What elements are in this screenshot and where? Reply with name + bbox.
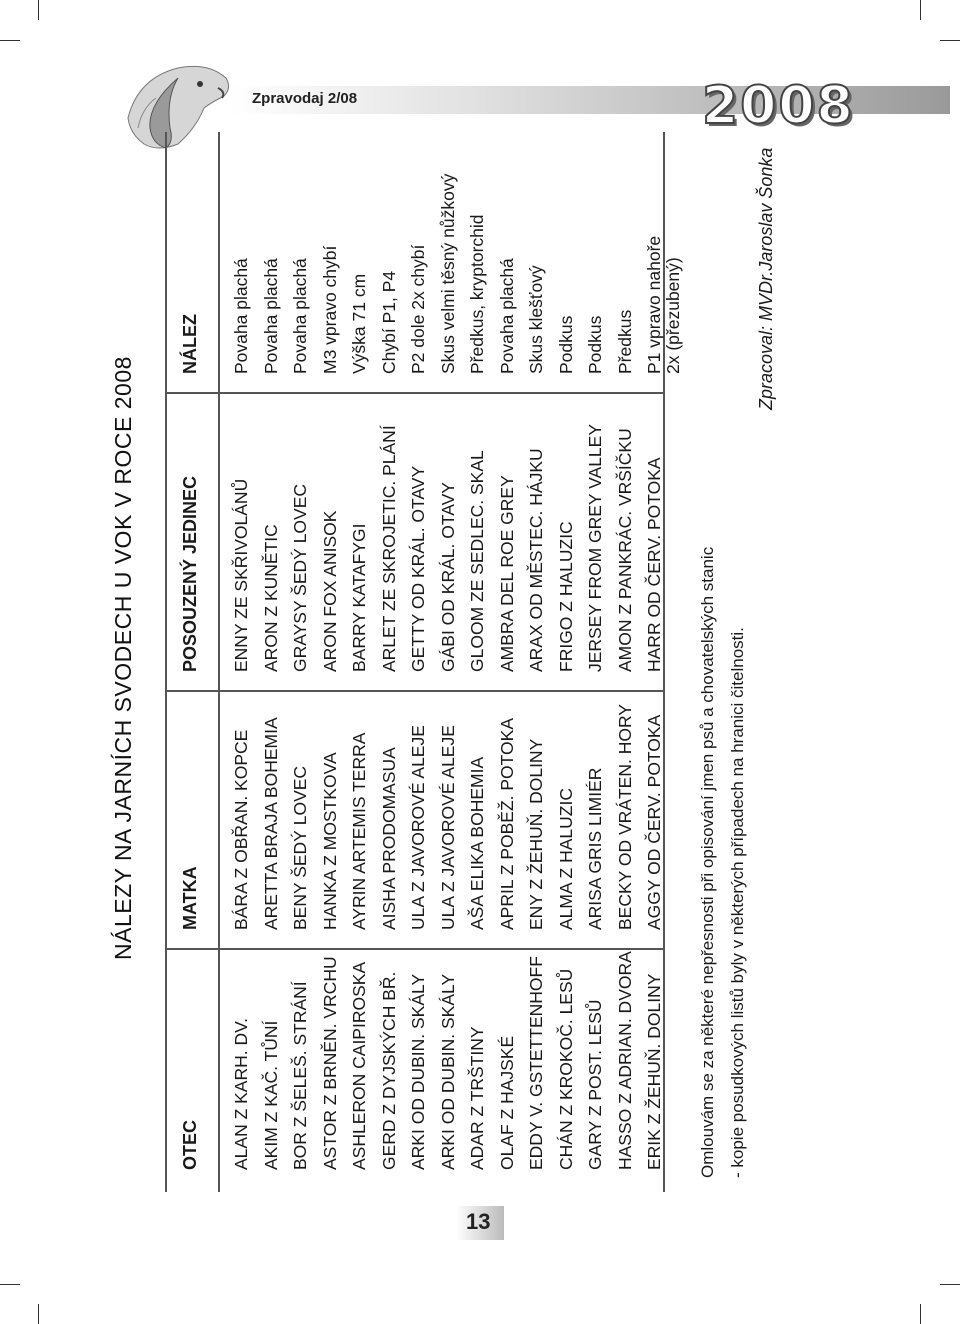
jedinec-cell: GETTY OD KRÁL. OTAVY xyxy=(408,465,428,672)
otec-cell: GARY Z POST. LESŮ xyxy=(585,999,605,1170)
nalez-cell: Povaha plachá xyxy=(260,258,281,374)
matka-cell: ULA Z JAVOROVÉ ALEJE xyxy=(437,725,458,930)
matka-cell: ARETTA BRAJA BOHEMIA xyxy=(260,717,281,930)
column-header-nalez: NÁLEZ xyxy=(180,314,200,374)
matka-cell: ALMA Z HALUZIC xyxy=(555,788,576,930)
column-header-posouzeny-jedinec: POSOUZENÝ JEDINEC xyxy=(180,475,200,672)
nalez-cell: Podkus xyxy=(585,315,605,374)
table-row xyxy=(462,200,492,1300)
otec-cell: HASSO Z ADRIAN. DVORA xyxy=(614,951,635,1170)
jedinec-cell: GRAYSY ŠEDÝ LOVEC xyxy=(290,483,310,672)
otec-cell: GERD Z DYJSKÝCH BŘ. xyxy=(378,971,399,1170)
jedinec-cell: AMON Z PANKRÁC. VRŠÍČKU xyxy=(614,428,635,672)
matka-cell: AŠA ELIKA BOHEMIA xyxy=(467,756,487,930)
table-row xyxy=(344,200,374,1300)
jedinec-cell: ARAX OD MĚSTEC. HÁJKU xyxy=(526,448,546,672)
otec-cell: ASHLERON CAIPIROSKA xyxy=(349,961,369,1170)
crop-mark xyxy=(920,1304,921,1324)
jedinec-cell: AMBRA DEL ROE GREY xyxy=(496,475,517,672)
nalez-cell: Chybí P1, P4 xyxy=(378,270,399,374)
otec-cell: CHÁN Z KROKOČ. LESŮ xyxy=(555,968,576,1170)
page-number: 13 xyxy=(466,1209,491,1234)
nalez-cell: P1 vpravo nahoře xyxy=(644,235,664,374)
otec-cell: OLAF Z HAJSKÉ xyxy=(496,1035,517,1170)
otec-cell: ALAN Z KARH. DV. xyxy=(231,1017,251,1170)
table-row xyxy=(551,200,581,1300)
otec-cell: EDDY V. GSTETTENHOFF xyxy=(526,956,546,1170)
otec-cell: ARKI OD DUBIN. SKÁLY xyxy=(437,973,458,1170)
nalez-cell: P2 dole 2x chybí xyxy=(408,244,428,374)
table-row xyxy=(492,200,522,1300)
nalez-cell: Výška 71 cm xyxy=(349,273,369,374)
jedinec-cell: ARON Z KUNĚTIC xyxy=(260,524,281,672)
jedinec-cell: GLOOM ZE SEDLEC. SKAL xyxy=(467,450,487,672)
last-row-extra: 2x (přezubený) xyxy=(663,257,683,374)
year-badge: 2008 xyxy=(702,76,855,136)
matka-cell: ENY Z ŽEHUŇ. DOLINY xyxy=(526,738,546,930)
otec-cell: ARKI OD DUBIN. SKÁLY xyxy=(408,973,428,1170)
nalez-cell: Podkus xyxy=(555,315,576,374)
nalez-cell: Povaha plachá xyxy=(290,258,310,374)
table-row xyxy=(403,200,433,1300)
matka-cell: BÁRA Z OBŘAN. KOPCE xyxy=(231,729,251,930)
jedinec-cell: HARR OD ČERV. POTOKA xyxy=(644,457,664,672)
table-row xyxy=(610,200,640,1300)
otec-cell: ADAR Z TRŠTINY xyxy=(467,1026,487,1170)
crop-mark xyxy=(940,1284,960,1285)
signature: Zpracoval: MVDr.Jaroslav Šonka xyxy=(756,147,776,410)
rotated-content xyxy=(80,100,880,1300)
matka-cell: APRIL Z POBĚŽ. POTOKA xyxy=(496,718,517,930)
crop-mark xyxy=(940,40,960,41)
nalez-cell: Skus velmi těsný nůžkový xyxy=(437,173,458,374)
jedinec-cell: FRIGO Z HALUZIC xyxy=(555,521,576,672)
table-row xyxy=(433,173,463,1300)
nalez-cell: Skus klešťový xyxy=(526,265,546,374)
table-row xyxy=(285,200,315,1300)
column-header-otec: OTEC xyxy=(180,1119,200,1170)
document-title: NÁLEZY NA JARNÍCH SVODECH U VOK V ROCE 2008 xyxy=(110,356,136,960)
matka-cell: BENY ŠEDÝ LOVEC xyxy=(290,765,310,930)
table-rule xyxy=(165,132,167,1192)
otec-cell: BOR Z ŠELEŠ. STRÁNÍ xyxy=(290,981,310,1170)
matka-cell: AYRIN ARTEMIS TERRA xyxy=(349,732,369,930)
nalez-cell: Předkus xyxy=(614,309,635,374)
newsletter-title: Zpravodaj 2/08 xyxy=(252,90,358,107)
table-rule xyxy=(218,132,220,1192)
jedinec-cell: ENNY ZE SKŘIVOLÁNŮ xyxy=(231,478,251,672)
jedinec-cell: BARRY KATAFYGI xyxy=(349,523,369,672)
nalez-cell: Povaha plachá xyxy=(231,258,251,374)
table-row xyxy=(315,200,345,1300)
jedinec-cell: JERSEY FROM GREY VALLEY xyxy=(585,424,605,672)
matka-cell: AGGY OD ČERV. POTOKA xyxy=(644,714,664,930)
crop-mark xyxy=(38,1304,39,1324)
matka-cell: BECKY OD VRÁTEN. HORY xyxy=(614,704,635,930)
nalez-cell: Povaha plachá xyxy=(496,258,517,374)
crop-mark xyxy=(38,0,39,20)
nalez-cell: M3 vpravo chybí xyxy=(319,245,340,374)
crop-mark xyxy=(0,1284,20,1285)
matka-cell: ULA Z JAVOROVÉ ALEJE xyxy=(408,725,428,930)
jedinec-cell: ARLET ZE SKROJETIC. PLÁNÍ xyxy=(378,425,399,672)
jedinec-cell: ARON FOX ANISOK xyxy=(319,510,340,672)
crop-mark xyxy=(0,40,20,41)
otec-cell: ASTOR Z BRNĚN. VRCHU xyxy=(319,956,340,1170)
table-row xyxy=(580,200,610,1300)
otec-cell: ERIK Z ŽEHUŇ. DOLINY xyxy=(644,973,664,1170)
table-row xyxy=(374,200,404,1300)
table-row xyxy=(256,200,286,1300)
table-row xyxy=(521,200,551,1300)
crop-mark xyxy=(920,0,921,20)
table-row xyxy=(226,200,256,1300)
matka-cell: HANKA Z MOSTKOVA xyxy=(319,752,340,930)
otec-cell: AKIM Z KAČ. TŮNÍ xyxy=(260,1020,281,1170)
matka-cell: ARISA GRIS LIMIÉR xyxy=(585,767,605,930)
jedinec-cell: GÁBI OD KRÁL. OTAVY xyxy=(437,482,458,672)
note-line-1: Omlouvám se za některé nepřesnosti při opisování jmen psů a chovatelských stanic xyxy=(698,546,717,1178)
note-line-2: - kopie posudkových listů byly v některých případech na hranici čitelnosti. xyxy=(728,627,747,1178)
column-header-matka: MATKA xyxy=(180,866,200,930)
nalez-cell: Předkus, kryptorchid xyxy=(467,214,487,374)
matka-cell: AISHA PRODOMASUA xyxy=(378,747,399,930)
